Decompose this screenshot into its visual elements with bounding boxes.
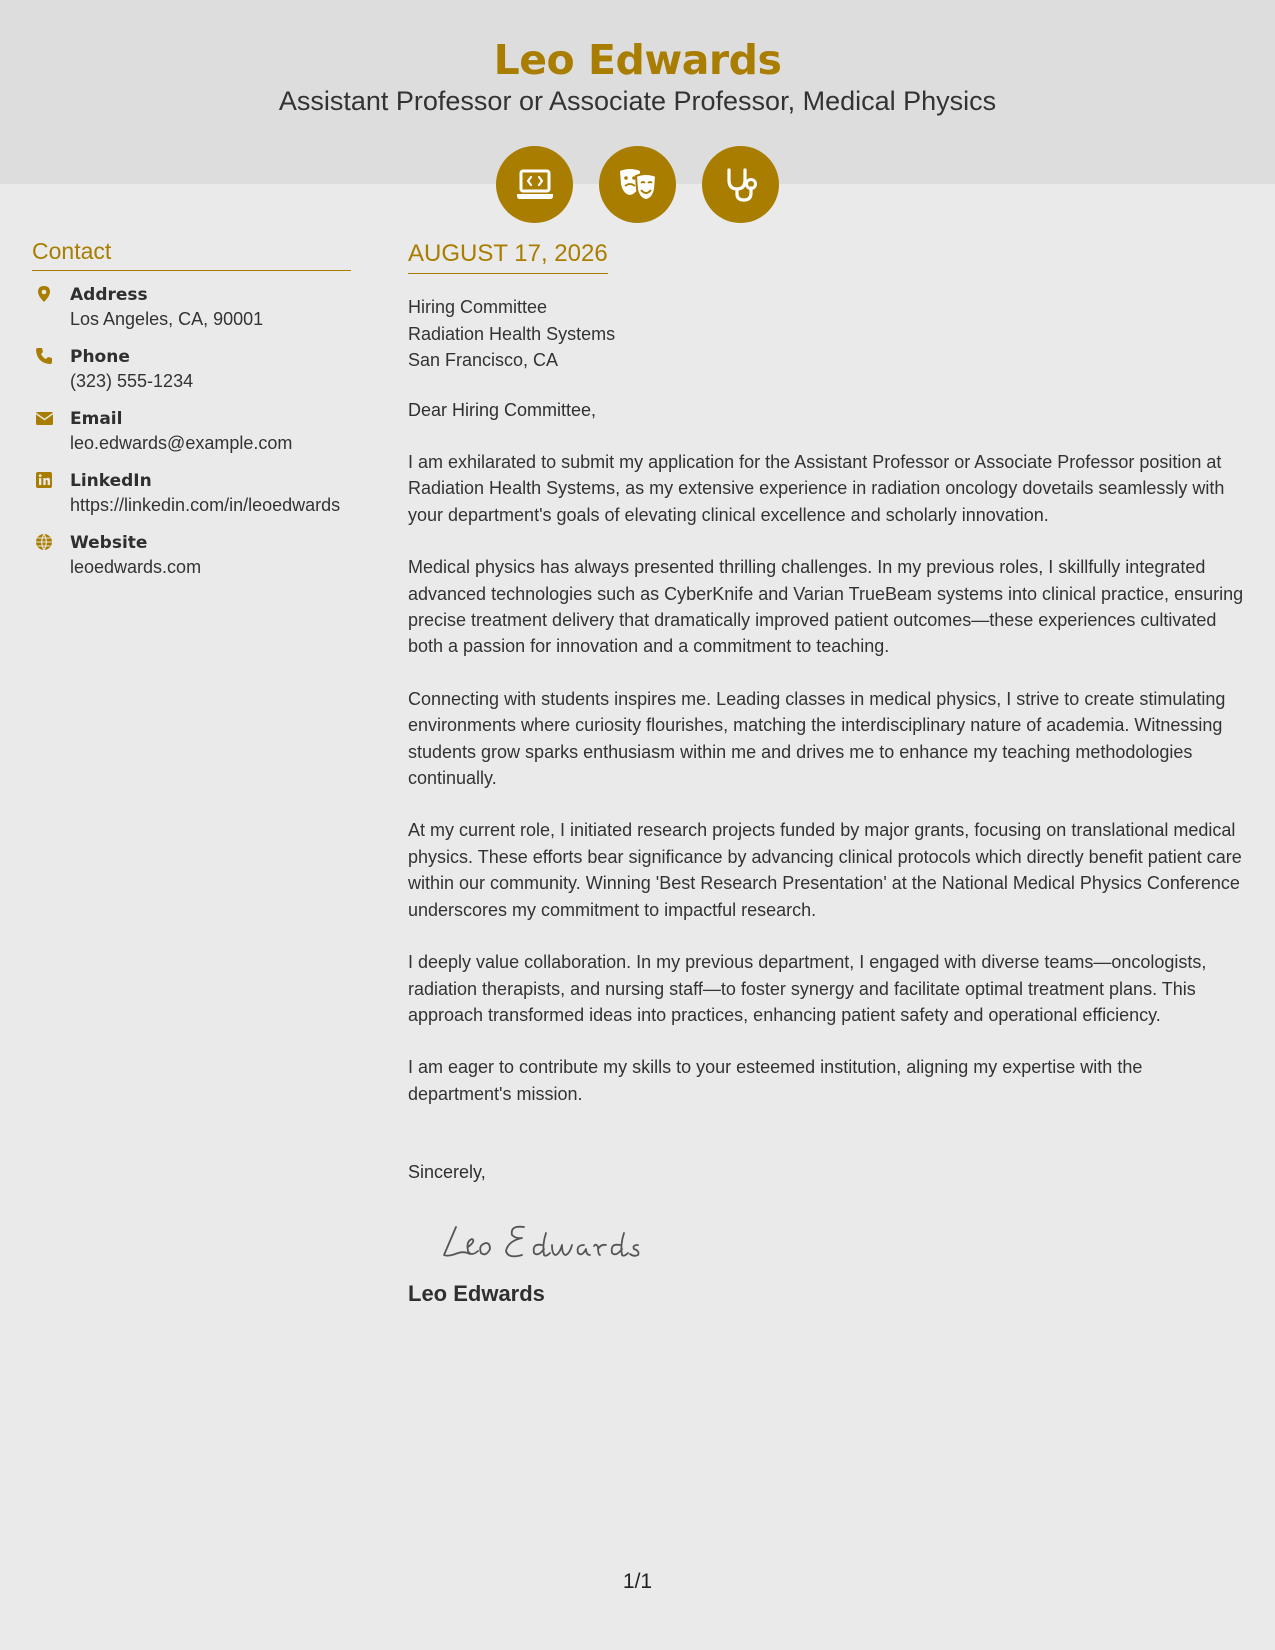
globe-icon [35, 533, 53, 551]
linkedin-link[interactable]: https://linkedin.com/in/leoedwards [70, 495, 341, 515]
stethoscope-icon [702, 146, 779, 223]
recipient-line: Hiring Committee [408, 297, 548, 317]
letter-paragraph: Connecting with students inspires me. Leading classes in medical physics, I strive to create stimulating environments where curiosity flourishes, matching the interdisciplinary nature of academia. Witnessing students grow sparks enthusiasm within me and drives me to enhance my teaching methodologies continually. [408, 688, 1226, 789]
phone-icon [35, 347, 53, 365]
contact-label: Phone [70, 347, 130, 367]
linkedin-icon [35, 471, 53, 489]
job-title: Assistant Professor or Associate Professor, Medical Physics [278, 86, 997, 116]
contact-sidebar [32, 238, 351, 593]
letter-date: AUGUST 17, 2026 [408, 240, 608, 274]
closing: Sincerely, [408, 1162, 486, 1183]
contact-address [32, 283, 351, 332]
contact-heading: Contact [32, 238, 351, 271]
contact-label: LinkedIn [70, 471, 152, 491]
applicant-name: Leo Edwards [493, 36, 782, 84]
website-link[interactable]: leoedwards.com [70, 557, 202, 577]
contact-label: Address [70, 285, 148, 305]
salutation: Dear Hiring Committee, [408, 399, 597, 420]
handwritten-signature [438, 1211, 1248, 1281]
contact-value: Los Angeles, CA, 90001 [70, 309, 264, 329]
theater-masks-icon [599, 146, 676, 223]
contact-label: Email [70, 409, 123, 429]
recipient-line: Radiation Health Systems [408, 323, 616, 344]
envelope-icon [35, 409, 53, 427]
contact-email [32, 407, 351, 456]
letter-paragraph: I am exhilarated to submit my application for the Assistant Professor or Associate Professor position at Radiation Health Systems, as my extensive experience in radiation oncology dovetails seamlessly with your department's goals of elevating clinical excellence and scholarly innovation. [408, 452, 1225, 525]
letter-paragraph: At my current role, I initiated research projects funded by major grants, focusing on translational medical physics. These efforts bear significance by advancing clinical protocols which directly benefit patient care within our community. Winning 'Best Research Presentation' at the National Medical Physics Conference underscores my commitment to impactful research. [408, 820, 1242, 920]
contact-value: (323) 555-1234 [70, 371, 194, 391]
recipient-line: San Francisco, CA [408, 350, 559, 370]
letter-paragraph: I am eager to contribute my skills to your esteemed institution, aligning my expertise with the department's mission. [408, 1057, 1143, 1104]
page-number: 1/1 [622, 1570, 653, 1593]
map-marker-icon [35, 285, 53, 303]
contact-phone [32, 345, 351, 394]
recipient-block [408, 294, 1248, 374]
letter-body [408, 240, 1248, 1307]
laptop-code-icon [496, 146, 573, 223]
contact-linkedin [32, 469, 351, 518]
letter-paragraph: I deeply value collaboration. In my previous department, I engaged with diverse teams—oncologists, radiation therapists, and nursing staff—to foster synergy and facilitate optimal treatment plans. This approach transformed ideas into practices, enhancing patient safety and operational efficiency. [408, 952, 1207, 1025]
email-link[interactable]: leo.edwards@example.com [70, 433, 293, 453]
contact-label: Website [70, 533, 148, 553]
signer-name: Leo Edwards [408, 1281, 545, 1307]
contact-website [32, 531, 351, 580]
letter-paragraph: Medical physics has always presented thrilling challenges. In my previous roles, I skillfully integrated advanced technologies such as CyberKnife and Varian TrueBeam systems into clinical practice, ensuring precise treatment delivery that dramatically improved patient outcomes—these experiences cultivated both a passion for innovation and a commitment to teaching. [408, 557, 1244, 657]
